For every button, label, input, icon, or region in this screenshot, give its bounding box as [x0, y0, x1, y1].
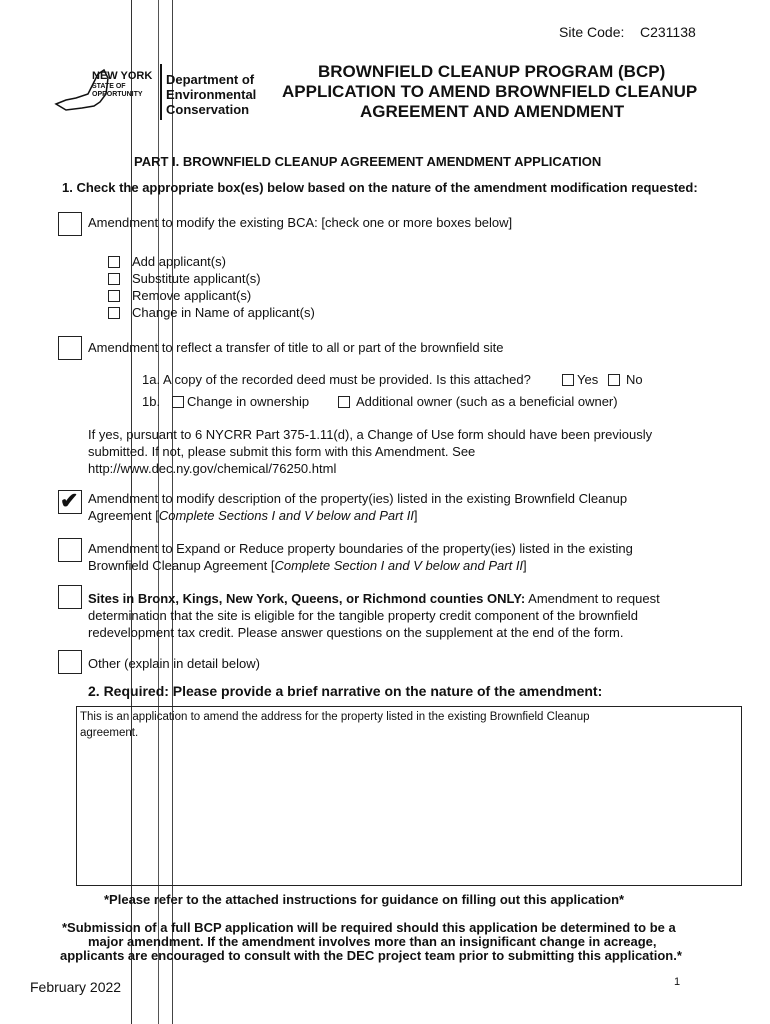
nys-dec-logo: [52, 64, 262, 124]
logo-state-sub2: OPPORTUNITY: [92, 91, 143, 98]
option-other-label: Other (explain in detail below): [88, 656, 260, 671]
option-sites-line3: redevelopment tax credit. Please answer questions on the supplement at the end of the form.: [88, 625, 624, 640]
narrative-line2: agreement.: [80, 727, 139, 739]
logo-state-sub1: STATE OF: [92, 83, 126, 90]
option-boundaries-line2: Brownfield Cleanup Agreement [Complete Section I and V below and Part II]: [88, 558, 527, 573]
checkbox-boundaries[interactable]: [58, 538, 82, 562]
add-applicant-label: Add applicant(s): [132, 254, 226, 269]
title-line2: APPLICATION TO AMEND BROWNFIELD CLEANUP: [282, 82, 698, 101]
logo-dept-line2: Environmental: [166, 87, 257, 102]
option-transfer-label: Amendment to reflect a transfer of title to all or part of the brownfield site: [88, 340, 504, 355]
logo-dept-line1: Department of: [166, 72, 255, 87]
site-code-label: Site Code:: [559, 24, 625, 40]
title-line3: AGREEMENT AND AMENDMENT: [360, 102, 625, 121]
checkbox-change-name[interactable]: [108, 307, 120, 319]
q1a-yes-label: Yes: [577, 372, 599, 387]
part1-heading: PART I. BROWNFIELD CLEANUP AGREEMENT AMENDMENT APPLICATION: [134, 154, 602, 169]
option-description-line1: Amendment to modify description of the property(ies) listed in the existing Brownfield Cleanup: [88, 491, 628, 506]
option-sites-line2: determination that the site is eligible for the tangible property credit component of the brownfield: [88, 608, 638, 623]
page-number: 1: [674, 976, 681, 988]
checkbox-transfer-title[interactable]: [58, 336, 82, 360]
additional-owner-label: Additional owner (such as a beneficial owner): [356, 394, 618, 409]
logo-divider: [160, 64, 162, 120]
note-instructions: *Please refer to the attached instructions for guidance on filling out this application*: [104, 892, 625, 907]
change-name-label: Change in Name of applicant(s): [132, 305, 315, 320]
q1a-text: 1a. A copy of the recorded deed must be provided. Is this attached?: [142, 372, 531, 387]
checkbox-q1a-yes[interactable]: [562, 374, 574, 386]
checkbox-change-ownership[interactable]: [172, 396, 184, 408]
checkbox-modify-bca[interactable]: [58, 212, 82, 236]
option-description-line2: Agreement [Complete Sections I and V below and Part II]: [88, 508, 418, 523]
if-yes-line2: submitted. If not, please submit this form with this Amendment. See: [88, 444, 476, 459]
substitute-applicant-label: Substitute applicant(s): [132, 271, 261, 286]
logo-dept-line3: Conservation: [166, 102, 250, 117]
narrative-line1: This is an application to amend the address for the property listed in the existing Brownfield Cleanup: [80, 711, 590, 723]
check-icon: ✔: [60, 488, 79, 513]
title-line1: BROWNFIELD CLEANUP PROGRAM (BCP): [318, 62, 666, 81]
checkbox-remove-applicant[interactable]: [108, 290, 120, 302]
note-submission-line2: major amendment. If the amendment involves more than an insignificant change in acreage,: [88, 934, 657, 949]
narrative-textarea[interactable]: [76, 706, 742, 886]
footer-date: February 2022: [30, 979, 122, 995]
change-ownership-label: Change in ownership: [187, 394, 310, 409]
note-submission-line3: applicants are encouraged to consult with the DEC project team prior to submitting this application.*: [60, 948, 682, 963]
checkbox-substitute-applicant[interactable]: [108, 273, 120, 285]
site-code-value: C231138: [640, 24, 696, 40]
note-submission-line1: *Submission of a full BCP application will be required should this application be determined to be a: [62, 920, 676, 935]
remove-applicant-label: Remove applicant(s): [132, 288, 252, 303]
option-modify-bca-label: Amendment to modify the existing BCA: [check one or more boxes below]: [88, 215, 513, 230]
question-2: 2. Required: Please provide a brief narrative on the nature of the amendment:: [88, 683, 603, 699]
option-sites-line1: Sites in Bronx, Kings, New York, Queens, or Richmond counties ONLY: Amendment to request: [88, 591, 660, 606]
checkbox-additional-owner[interactable]: [338, 396, 350, 408]
q1a-no-label: No: [626, 372, 643, 387]
option-boundaries-line1: Amendment to Expand or Reduce property boundaries of the property(ies) listed in the existing: [88, 541, 633, 556]
checkbox-other[interactable]: [58, 650, 82, 674]
if-yes-line1: If yes, pursuant to 6 NYCRR Part 375-1.11(d), a Change of Use form should have been previously: [88, 427, 653, 442]
q1b-label: 1b.: [142, 394, 161, 409]
checkbox-q1a-no[interactable]: [608, 374, 620, 386]
if-yes-link[interactable]: http://www.dec.ny.gov/chemical/76250.html: [88, 461, 337, 476]
logo-state-name: NEW YORK: [92, 70, 153, 82]
checkbox-add-applicant[interactable]: [108, 256, 120, 268]
checkbox-sites-nyc[interactable]: [58, 585, 82, 609]
question-1: 1. Check the appropriate box(es) below based on the nature of the amendment modification requested:: [62, 180, 698, 195]
